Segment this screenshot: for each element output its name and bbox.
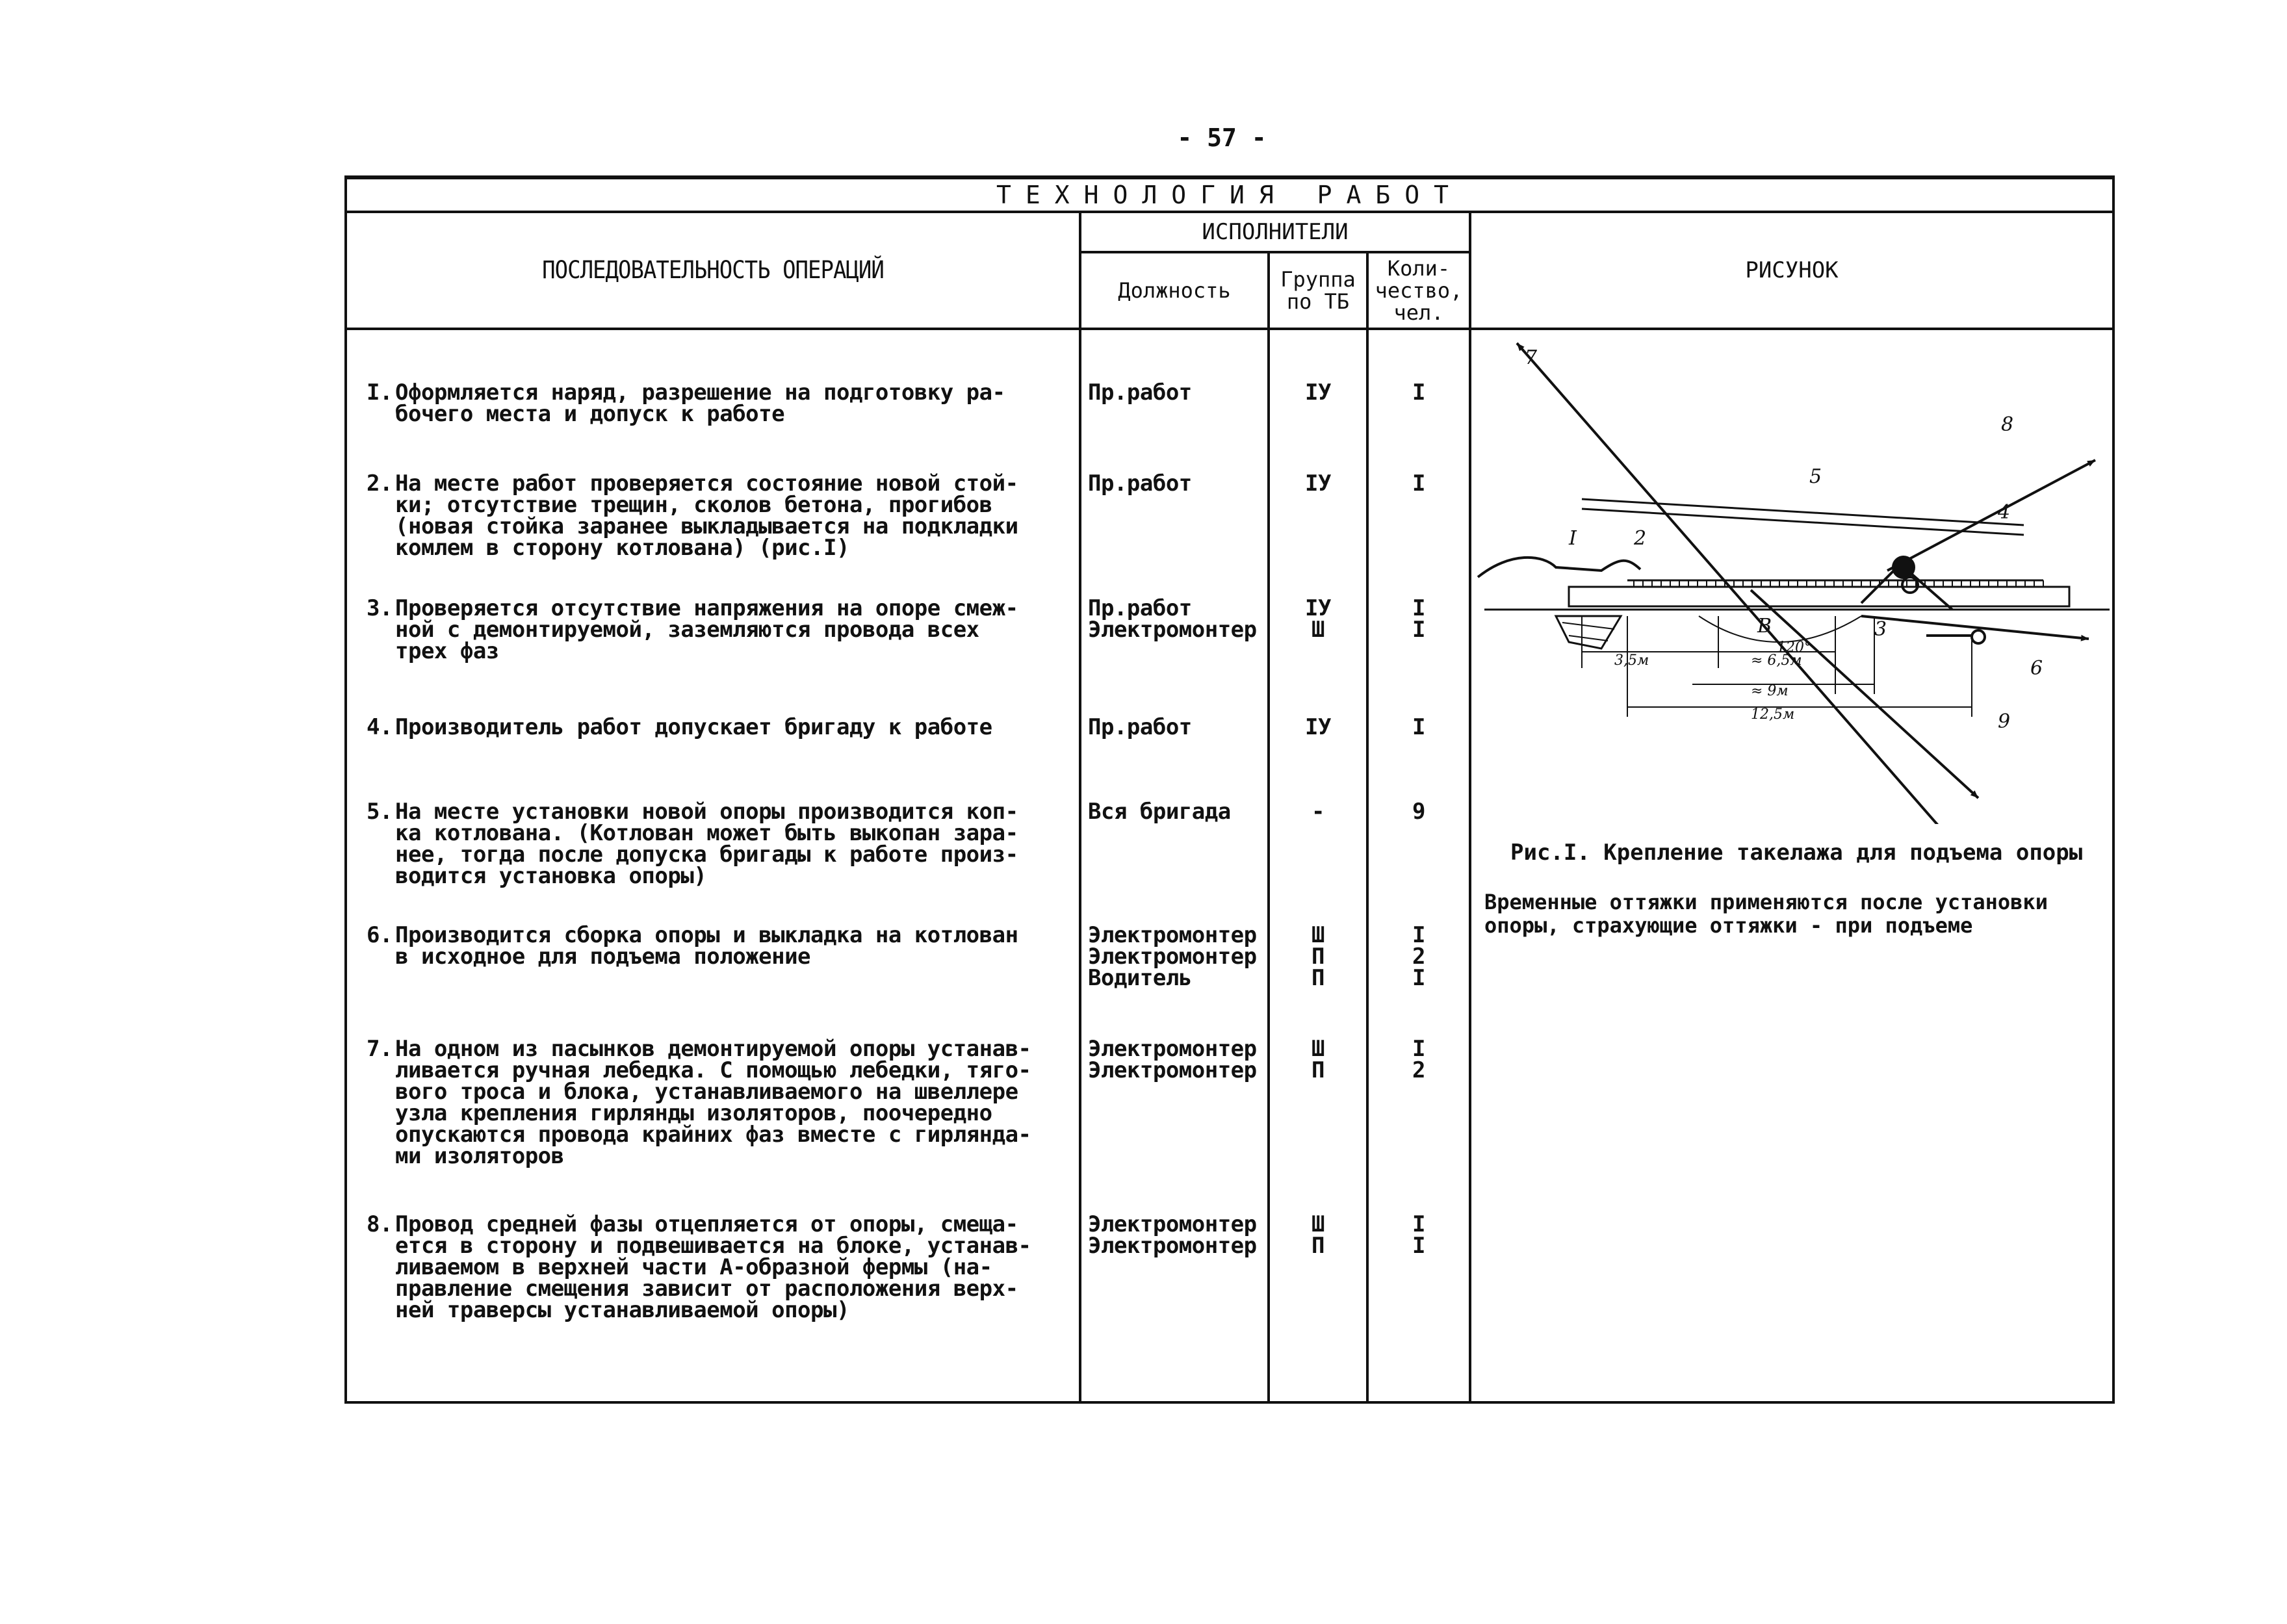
figure-area <box>1471 330 2112 1401</box>
operation-text-line: комлем в сторону котлована) (рис.I) <box>395 535 849 561</box>
label-2: 2 <box>1634 527 1647 550</box>
operation-text-line: нее, тогда после допуска бригады к работе произ- <box>395 842 1018 868</box>
group-cell: IУ <box>1305 470 1331 496</box>
operation-text-line: Производитель работ допускает бригаду к работе <box>395 714 992 740</box>
label-1: I <box>1569 527 1577 550</box>
count-cell: I <box>1412 965 1425 991</box>
header-group-line: Группа <box>1280 267 1356 292</box>
count-cell: 2 <box>1412 1057 1425 1083</box>
label-4: 4 <box>1998 501 2011 524</box>
operation-text-line: (новая стойка заранее выкладывается на подкладки <box>395 513 1018 539</box>
label-b: В <box>1757 615 1772 638</box>
operation-text-line: ливаемом в верхней части А-образной фермы (на- <box>395 1254 992 1280</box>
position-cell: Пр.работ <box>1088 714 1192 740</box>
operations-column <box>346 329 1080 1402</box>
label-dim-1: 3,5м <box>1614 652 1649 669</box>
label-dim-2: ≈ 6,5м <box>1751 652 1802 669</box>
position-cell: Электромонтер <box>1088 617 1257 643</box>
operation-text-line: ней траверсы устанавливаемой опоры) <box>395 1297 849 1323</box>
position-cell: Электромонтер <box>1088 944 1257 970</box>
operation-text-line: Производится сборка опоры и выкладка на котлован <box>395 922 1018 948</box>
operation-item <box>367 801 1059 887</box>
operation-number: 7. <box>367 1036 393 1062</box>
label-dim-4: 12,5м <box>1751 706 1795 723</box>
counts-column <box>1367 329 1470 1402</box>
figure-caption: Рис.I. Крепление такелажа для подъема опоры <box>1510 840 2083 866</box>
operation-text-line: бочего места и допуск к работе <box>395 401 785 427</box>
table-title: ТЕХНОЛОГИЯ РАБОТ <box>346 177 2113 212</box>
operation-text-line: вого троса и блока, устанавливаемого на швеллере <box>395 1079 1018 1105</box>
groups-column <box>1269 329 1367 1402</box>
rigging-diagram <box>1471 330 2110 824</box>
operation-text-line: ной с демонтируемой, заземляются провода всех <box>395 617 979 643</box>
group-cell: IУ <box>1305 380 1331 406</box>
operation-text-line: ка котлована. (Котлован может быть выкопан зара- <box>395 820 1018 846</box>
header-count <box>1367 252 1470 329</box>
position-cell: Электромонтер <box>1088 1057 1257 1083</box>
counts-list <box>1369 330 1469 1401</box>
operation-item <box>367 382 1059 425</box>
operation-text-line: правление смещения зависит от расположения верх- <box>395 1276 1018 1302</box>
operation-item <box>367 595 1059 664</box>
label-3: 3 <box>1874 618 1887 641</box>
operation-number: 8. <box>367 1211 393 1237</box>
positions-column <box>1080 329 1269 1402</box>
position-cell: Электромонтер <box>1088 922 1257 948</box>
operation-item <box>367 714 1059 740</box>
position-cell: Пр.работ <box>1088 380 1192 406</box>
operation-text-line: На месте установки новой опоры производится коп- <box>395 799 1018 825</box>
header-count-line: Коли- <box>1387 256 1451 281</box>
operation-text-line: в исходное для подъема положение <box>395 944 811 970</box>
label-9: 9 <box>1998 710 2011 733</box>
operation-text-line: ется в сторону и подвешивается на блоке, устанав- <box>395 1233 1031 1259</box>
operation-item <box>367 470 1059 561</box>
figure-note: Временные оттяжки применяются после установки опоры, страхующие оттяжки - при подъеме <box>1484 890 2048 938</box>
group-cell: Ш <box>1311 1211 1324 1237</box>
label-7: 7 <box>1525 346 1538 369</box>
winch-block <box>1893 557 1914 578</box>
operation-item <box>367 1211 1059 1323</box>
operation-number: 3. <box>367 595 393 621</box>
operation-number: 2. <box>367 470 393 496</box>
operation-item <box>367 922 1059 970</box>
label-5: 5 <box>1809 465 1822 488</box>
group-cell: П <box>1311 965 1324 991</box>
position-cell: Пр.работ <box>1088 595 1192 621</box>
header-group <box>1269 252 1367 329</box>
operation-number: I. <box>367 380 393 406</box>
operation-text-line: узла крепления гирлянды изоляторов, поочередно <box>395 1100 992 1126</box>
count-cell: 9 <box>1412 799 1425 825</box>
count-cell: I <box>1412 617 1425 643</box>
position-cell: Вся бригада <box>1088 799 1231 825</box>
header-operations: ПОСЛЕДОВАТЕЛЬНОСТЬ ОПЕРАЦИЙ <box>346 206 1080 335</box>
new-pole <box>1569 587 2069 606</box>
count-cell: I <box>1412 470 1425 496</box>
label-angle: 120° <box>1777 639 1811 656</box>
group-cell: - <box>1311 799 1324 825</box>
operation-number: 6. <box>367 922 393 948</box>
label-8: 8 <box>2001 413 2014 436</box>
group-cell: Ш <box>1311 1036 1324 1062</box>
position-cell: Водитель <box>1088 965 1192 991</box>
figure-column <box>1470 329 2113 1402</box>
position-cell: Пр.работ <box>1088 470 1192 496</box>
group-cell: П <box>1311 944 1324 970</box>
position-cell: Электромонтер <box>1088 1036 1257 1062</box>
position-cell: Электромонтер <box>1088 1211 1257 1237</box>
group-cell: IУ <box>1305 714 1331 740</box>
header-group-line: по ТБ <box>1286 289 1350 314</box>
ground-line <box>1478 558 1640 577</box>
operation-number: 4. <box>367 714 393 740</box>
label-6: 6 <box>2030 657 2043 680</box>
group-cell: П <box>1311 1057 1324 1083</box>
pit <box>1556 616 1621 649</box>
header-count-line: чество, <box>1375 278 1463 303</box>
count-cell: I <box>1412 380 1425 406</box>
operations-list <box>347 330 1079 1401</box>
count-cell: 2 <box>1412 944 1425 970</box>
operation-text-line: Оформляется наряд, разрешение на подготовку ра- <box>395 380 1005 406</box>
count-cell: I <box>1412 922 1425 948</box>
count-cell: I <box>1412 1233 1425 1259</box>
group-cell: Ш <box>1311 922 1324 948</box>
operation-text-line: трех фаз <box>395 638 499 664</box>
operation-text-line: опускаются провода крайних фаз вместе с гирлянда- <box>395 1122 1031 1148</box>
count-cell: I <box>1412 595 1425 621</box>
position-cell: Электромонтер <box>1088 1233 1257 1259</box>
operation-text-line: ми изоляторов <box>395 1143 564 1169</box>
positions-list <box>1081 330 1267 1401</box>
operation-text-line: На месте работ проверяется состояние новой стой- <box>395 470 1018 496</box>
operation-text-line: ливается ручная лебедка. С помощью лебедки, тяго- <box>395 1057 1031 1083</box>
group-cell: IУ <box>1305 595 1331 621</box>
header-performers: ИСПОЛНИТЕЛИ <box>1080 212 1470 252</box>
count-cell: I <box>1412 1211 1425 1237</box>
work-technology-table <box>344 175 2115 1404</box>
count-cell: I <box>1412 714 1425 740</box>
operation-text-line: Провод средней фазы отцепляется от опоры, смеща- <box>395 1211 1018 1237</box>
label-dim-3: ≈ 9м <box>1751 683 1789 699</box>
guy-line-6 <box>1861 616 2089 639</box>
group-cell: Ш <box>1311 617 1324 643</box>
groups-list <box>1270 330 1366 1401</box>
count-cell: I <box>1412 1036 1425 1062</box>
header-figure: РИСУНОК <box>1470 212 2113 329</box>
operation-text-line: водится установка опоры) <box>395 863 707 889</box>
group-cell: П <box>1311 1233 1324 1259</box>
operation-text-line: ки; отсутствие трещин, сколов бетона, прогибов <box>395 492 992 518</box>
operation-item <box>367 1038 1059 1167</box>
guy-line-8 <box>1887 460 2095 571</box>
operation-number: 5. <box>367 799 393 825</box>
operation-text-line: На одном из пасынков демонтируемой опоры устанав- <box>395 1036 1031 1062</box>
header-count-line: чел. <box>1393 300 1444 325</box>
page-number: - 57 - <box>1177 123 1267 152</box>
operation-text-line: Проверяется отсутствие напряжения на опоре смеж- <box>395 595 1018 621</box>
header-position: Должность <box>1080 252 1269 329</box>
